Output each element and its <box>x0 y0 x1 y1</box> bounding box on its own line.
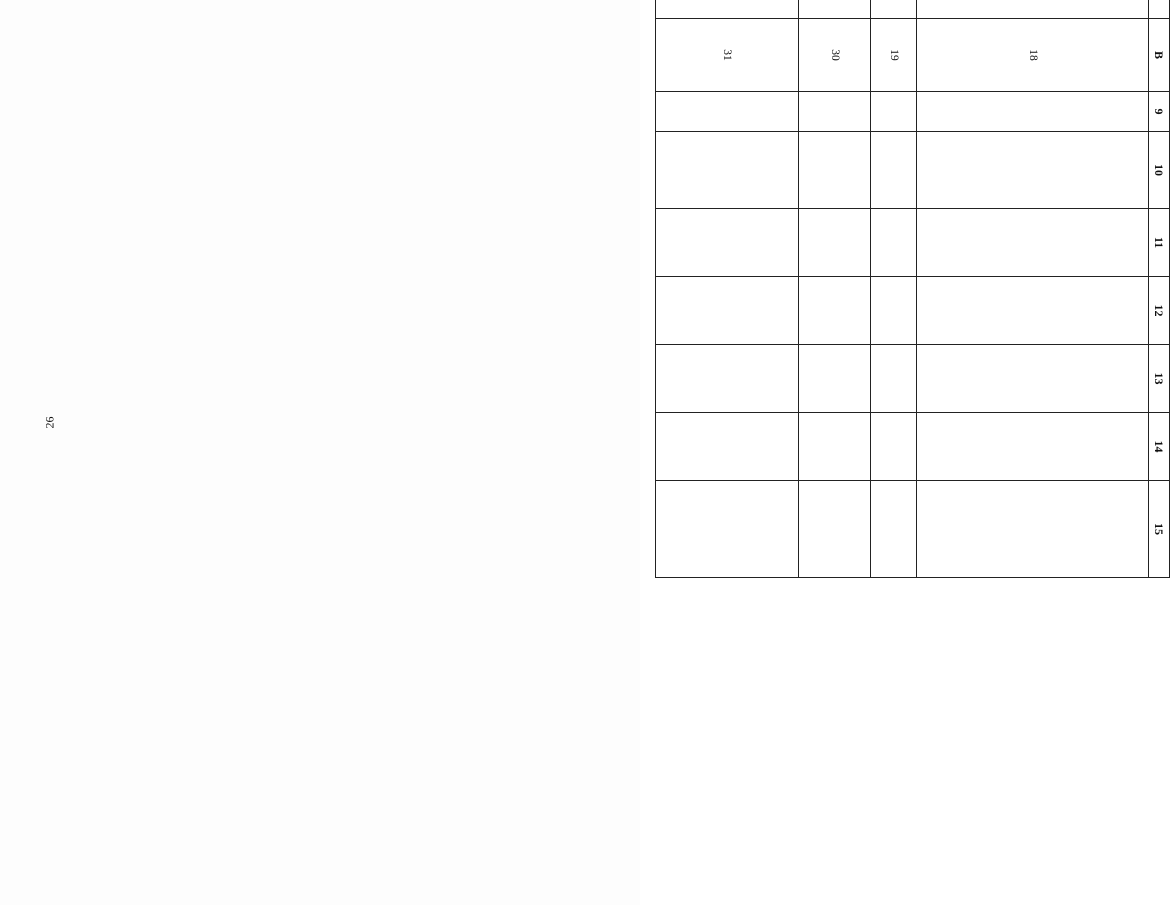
data-table <box>655 0 1170 578</box>
value-cell <box>871 481 917 578</box>
value-cell <box>917 277 1149 345</box>
value-cell <box>656 481 799 578</box>
code-line <box>894 0 907 15</box>
table-row <box>917 0 1149 578</box>
code-line <box>1020 0 1033 15</box>
value-cell <box>917 209 1149 277</box>
line-code-cell: 18 <box>917 19 1149 92</box>
value-cell <box>799 92 871 132</box>
code-line <box>729 0 742 15</box>
value-cell <box>799 413 871 481</box>
value-cell <box>871 132 917 209</box>
value-cell <box>871 345 917 413</box>
value-cell <box>917 92 1149 132</box>
table-row <box>656 0 799 578</box>
value-cell <box>871 277 917 345</box>
value-cell <box>799 277 871 345</box>
header-cell: 10 <box>1149 132 1170 209</box>
value-cell <box>656 345 799 413</box>
code-cell <box>917 0 1149 19</box>
code-cell <box>799 0 871 19</box>
line-code-cell: 31 <box>656 19 799 92</box>
value-cell <box>917 481 1149 578</box>
value-cell <box>656 92 799 132</box>
value-cell <box>871 92 917 132</box>
code-line <box>1033 0 1046 15</box>
header-cell: 14 <box>1149 413 1170 481</box>
header-cell: 12 <box>1149 277 1170 345</box>
value-cell <box>871 209 917 277</box>
code-cell <box>871 0 917 19</box>
header-cell <box>1149 0 1170 19</box>
value-cell <box>799 209 871 277</box>
value-cell <box>799 132 871 209</box>
header-cell: 15 <box>1149 481 1170 578</box>
value-cell <box>799 345 871 413</box>
line-code-cell: 19 <box>871 19 917 92</box>
header-cell: 11 <box>1149 209 1170 277</box>
value-cell <box>656 209 799 277</box>
table-row <box>871 0 917 578</box>
header-row <box>1149 0 1170 578</box>
value-cell <box>656 132 799 209</box>
value-cell <box>917 413 1149 481</box>
table-row <box>799 0 871 578</box>
value-cell <box>871 413 917 481</box>
header-cell: 9 <box>1149 92 1170 132</box>
code-cell <box>656 0 799 19</box>
code-line <box>828 0 841 15</box>
header-cell: В <box>1149 19 1170 92</box>
code-line <box>712 0 730 15</box>
value-cell <box>799 481 871 578</box>
rotated-table-wrapper <box>655 0 1170 557</box>
value-cell <box>917 132 1149 209</box>
value-cell <box>656 413 799 481</box>
code-line <box>881 0 894 15</box>
page-number: 26 <box>42 416 57 429</box>
line-code-cell: 30 <box>799 19 871 92</box>
value-cell <box>656 277 799 345</box>
value-cell <box>917 345 1149 413</box>
header-cell: 13 <box>1149 345 1170 413</box>
